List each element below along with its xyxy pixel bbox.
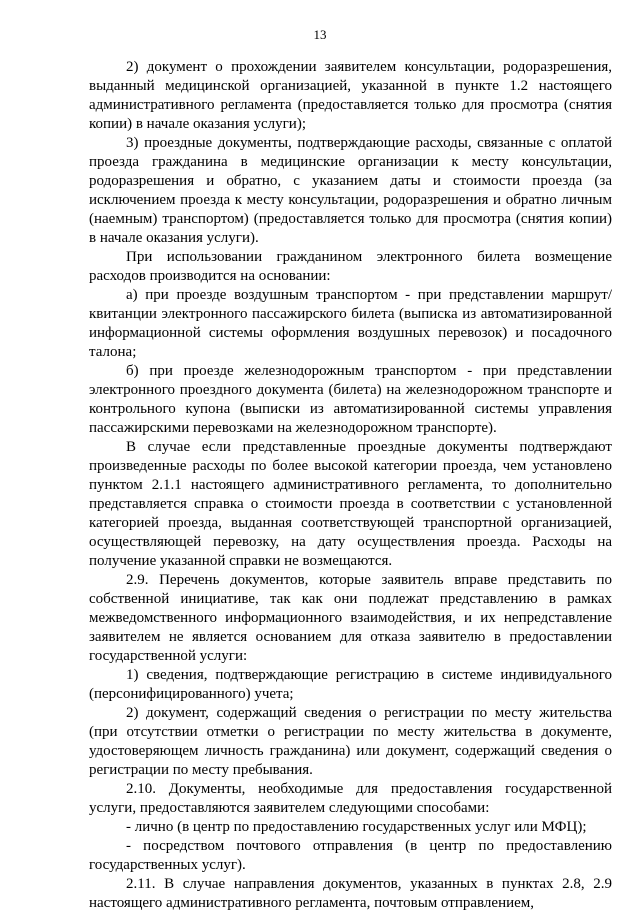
paragraph-electronic-ticket: При использовании гражданином электронного билета возмещение расходов производится на основании: [89,249,612,284]
paragraph-air-transport: а) при проезде воздушным транспортом - при представлении маршрут/квитанции электронного пассажирского билета (выписка из автоматизированной информационной системы оформления воздушных перевозок) и посадочного талона; [89,287,612,360]
page-number: 13 [313,27,327,42]
paragraph-item-3-travel-documents: 3) проездные документы, подтверждающие расходы, связанные с оплатой проезда гражданина в медицинские организации к месту консультации, родоразрешения и обратно, с указанием даты и стоимости проезда (за исключением проезда к месту консультации, родоразрешения и обратно личным (наемным) транспортом) (предоставляется только для просмотра (снятия копии) в начале оказания услуги). [89,135,612,246]
document-body [89,58,612,913]
paragraph-item-2-medical-document: 2) документ о прохождении заявителем консультации, родоразрешения, выданный медицинской организацией, указанной в пункте 1.2 настоящего административного регламента (предоставляется только для просмотра (снятия копии) в начале оказания услуги); [89,59,612,132]
paragraph-item-1-registration: 1) сведения, подтверждающие регистрацию в системе индивидуального (персонифицированного) учета; [89,667,612,702]
paragraph-railway-transport: б) при проезде железнодорожным транспортом - при представлении электронного проездного документа (билета) на железнодорожном транспорте и контрольного купона (выписки из автоматизированной системы управления пассажирскими перевозками на железнодорожном транспорте). [89,363,612,436]
paragraph-section-2-9: 2.9. Перечень документов, которые заявитель вправе представить по собственной инициативе, так как они подлежат представлению в рамках межведомственного информационного взаимодействия, и их непредставление заявителем не является основанием для отказа заявителю в предоставлении государственной услуги: [89,572,612,664]
paragraph-by-mail: - посредством почтового отправления (в центр по предоставлению государственных услуг). [89,838,612,873]
paragraph-higher-category: В случае если представленные проездные документы подтверждают произведенные расходы по более высокой категории проезда, чем установлено пунктом 2.1.1 настоящего административного регламента, то дополнительно представляется справка о стоимости проезда в соответствии с установленной категорией проезда, выданная соответствующей транспортной организацией, осуществляющей перевозку, на дату осуществления проезда. Расходы на получение указанной справки не возмещаются. [89,439,612,569]
paragraph-section-2-10: 2.10. Документы, необходимые для предоставления государственной услуги, предоставляются заявителем следующими способами: [89,781,612,816]
paragraph-item-2-residence: 2) документ, содержащий сведения о регистрации по месту жительства (при отсутствии отметки о регистрации по месту жительства в документе, удостоверяющем личность гражданина) или документ, содержащий сведения о регистрации по месту пребывания. [89,705,612,778]
paragraph-in-person: - лично (в центр по предоставлению государственных услуг или МФЦ); [126,819,587,835]
paragraph-section-2-11: 2.11. В случае направления документов, указанных в пунктах 2.8, 2.9 настоящего административного регламента, почтовым отправлением, [89,876,612,911]
